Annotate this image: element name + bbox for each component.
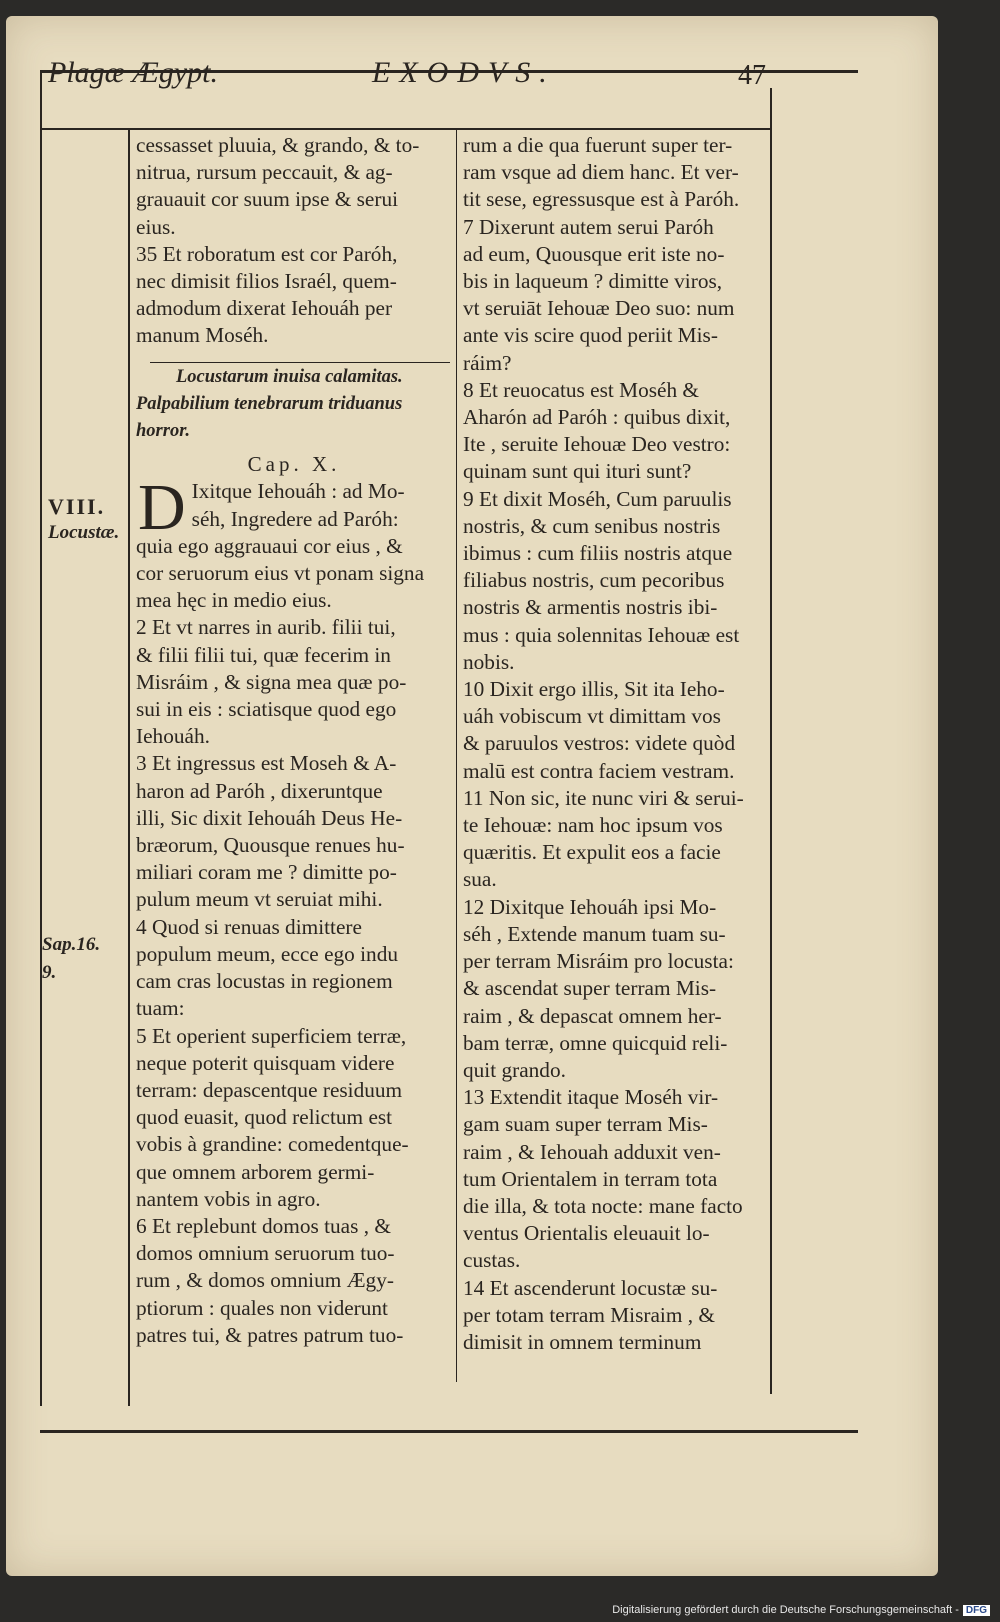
text-line: Ixitque Iehouáh : ad Mo-	[191, 479, 405, 504]
page-number: 47	[738, 60, 766, 91]
text-line: bam terræ, omne quicquid reli-	[463, 1030, 728, 1055]
text-line: quia ego aggrauaui cor eius , &	[136, 533, 403, 558]
chapter-summary: Locustarum inuisa calamitas.	[176, 366, 403, 387]
text-line: 6 Et replebunt domos tuas , &	[136, 1213, 391, 1238]
text-line: grauauit cor suum ipse & serui	[136, 187, 399, 212]
text-line: sua.	[463, 867, 497, 892]
text-line: 10 Dixit ergo illis, Sit ita Ieho-	[463, 677, 725, 702]
text-line: rum a die qua fuerunt super ter-	[463, 133, 733, 157]
marginal-reference: Sap.16.	[42, 934, 101, 955]
text-line: ibimus : cum filiis nostris atque	[463, 541, 733, 566]
text-line: mus : quia solennitas Iehouæ est	[463, 622, 740, 647]
text-line: cam cras locustas in regionem	[136, 969, 393, 994]
text-line: que omnem arborem germi-	[136, 1159, 375, 1184]
text-line: 13 Extendit itaque Moséh vir-	[463, 1085, 719, 1110]
chapter-heading: Cap. X.	[247, 452, 341, 477]
text-line: 9 Et dixit Moséh, Cum paruulis	[463, 486, 732, 511]
text-line: te Iehouæ: nam hoc ipsum vos	[463, 813, 723, 838]
text-line: & filii filii tui, quæ fecerim in	[136, 642, 391, 667]
text-line: 14 Et ascenderunt locustæ su-	[463, 1275, 718, 1300]
marginal-reference-verse: 9.	[42, 962, 57, 983]
text-line: malū est contra faciem vestram.	[463, 758, 735, 783]
text-line: vobis à grandine: comedentque-	[136, 1132, 409, 1157]
chapter-summary: horror.	[136, 421, 190, 442]
text-line: ventus Orientalis eleuauit lo-	[463, 1221, 710, 1246]
text-line: 7 Dixerunt autem serui Paróh	[463, 214, 714, 239]
text-line: uáh vobiscum vt dimittam vos	[463, 704, 721, 729]
digitization-credit	[612, 1604, 990, 1616]
credit-text: Digitalisierung gefördert durch die Deutsche Forschungsgemeinschaft -	[612, 1604, 959, 1616]
text-line: neque poterit quisquam videre	[136, 1050, 395, 1075]
text-line: vt seruiāt Iehouæ Deo suo: num	[463, 296, 735, 321]
text-line: Ite , seruite Iehouæ Deo vestro:	[463, 432, 731, 457]
text-line: séh, Ingredere ad Paróh:	[191, 506, 399, 531]
text-line: Iehouáh.	[136, 724, 210, 749]
text-line: 5 Et operient superficiem terræ,	[136, 1023, 407, 1048]
header-rule	[40, 128, 772, 130]
text-line: 4 Quod si renuas dimittere	[136, 914, 362, 939]
text-line: quinam sunt qui ituri sunt?	[463, 459, 692, 484]
chapter-summary: Palpabilium tenebrarum triduanus	[136, 393, 403, 414]
text-line: eius.	[136, 214, 176, 239]
text-line: cor seruorum eius vt ponam signa	[136, 561, 425, 586]
text-line: ante vis scire quod periit Mis-	[463, 323, 718, 348]
text-line: quod euasit, quod relictum est	[136, 1105, 393, 1130]
text-line: ad eum, Quousque erit iste no-	[463, 241, 725, 266]
text-line: quæritis. Et expulit eos a facie	[463, 840, 721, 865]
text-line: admodum dixerat Iehouáh per	[136, 296, 393, 321]
dfg-logo: DFG	[963, 1605, 990, 1616]
text-line: cessasset pluuia, & grando, & to-	[136, 133, 420, 157]
chapter-opening	[136, 471, 452, 545]
margin-column-rule	[128, 130, 130, 1406]
column-divider-rule	[456, 130, 457, 1382]
text-line: ráim?	[463, 350, 512, 375]
text-line: custas.	[463, 1248, 521, 1273]
text-line: gam suam super terram Mis-	[463, 1112, 708, 1137]
bottom-rule	[40, 1430, 858, 1433]
text-line: nostris, & cum senibus nostris	[463, 513, 721, 538]
text-line: ram vsque ad diem hanc. Et ver-	[463, 160, 739, 185]
text-line: ptiorum : quales non viderunt	[136, 1295, 388, 1320]
text-line: Aharón ad Paróh : quibus dixit,	[463, 405, 731, 430]
text-line: & ascendat super terram Mis-	[463, 976, 717, 1001]
text-line: illi, Sic dixit Iehouáh Deus He-	[136, 805, 403, 830]
text-line: raim , & depascat omnem her-	[463, 1003, 722, 1028]
marginal-plague-number: VIII.	[48, 494, 106, 519]
left-frame-rule	[40, 70, 42, 1406]
running-head-title: EXODVS.	[372, 56, 556, 89]
text-line: nantem vobis in agro.	[136, 1186, 321, 1211]
right-column	[463, 132, 769, 1356]
text-line: 12 Dixitque Iehouáh ipsi Mo-	[463, 894, 717, 919]
text-line: & paruulos vestros: videte quòd	[463, 731, 736, 756]
text-line: tuam:	[136, 996, 185, 1021]
text-line: die illa, & tota nocte: mane facto	[463, 1193, 743, 1218]
text-line: 2 Et vt narres in aurib. filii tui,	[136, 615, 396, 640]
text-line: nostris & armentis nostris ibi-	[463, 595, 718, 620]
text-line: populum meum, ecce ego indu	[136, 941, 398, 966]
right-column-rule	[770, 88, 772, 1394]
text-line: miliari coram me ? dimitte po-	[136, 860, 397, 885]
running-head-left: Plagæ Ægypt.	[48, 56, 218, 89]
text-line: mea hęc in medio eius.	[136, 588, 332, 613]
text-line: per totam terram Misraim , &	[463, 1302, 715, 1327]
text-line: nobis.	[463, 649, 515, 674]
text-line: 3 Et ingressus est Moseh & A-	[136, 751, 397, 776]
text-line: filiabus nostris, cum pecoribus	[463, 568, 725, 593]
marginal-locustae: Locustæ.	[48, 522, 120, 543]
text-line: 35 Et roboratum est cor Paróh,	[136, 241, 398, 266]
text-line: quit grando.	[463, 1057, 566, 1082]
text-line: dimisit in omnem terminum	[463, 1329, 702, 1354]
text-line: haron ad Paróh , dixeruntque	[136, 778, 383, 803]
text-line: tit sese, egressusque est à Paróh.	[463, 187, 740, 212]
text-line: 8 Et reuocatus est Moséh &	[463, 377, 699, 402]
text-line: séh , Extende manum tuam su-	[463, 921, 726, 946]
text-line: nitrua, rursum peccauit, & ag-	[136, 160, 393, 185]
drop-cap: D	[138, 471, 186, 545]
text-line: bræorum, Quousque renues hu-	[136, 833, 405, 858]
text-line: 11 Non sic, ite nunc viri & serui-	[463, 785, 744, 810]
text-line: Misráim , & signa mea quæ po-	[136, 669, 407, 694]
text-line: nec dimisit filios Israél, quem-	[136, 269, 397, 294]
text-line: domos omnium seruorum tuo-	[136, 1241, 395, 1266]
text-line: manum Moséh.	[136, 323, 269, 348]
text-line: terram: depascentque residuum	[136, 1077, 403, 1102]
text-line: rum , & domos omnium Ægy-	[136, 1268, 394, 1293]
text-line: pulum meum vt seruiat mihi.	[136, 887, 383, 912]
text-line: per terram Misráim pro locusta:	[463, 949, 734, 974]
spacer	[136, 350, 452, 364]
left-column	[136, 132, 452, 1349]
text-line: raim , & Iehouah adduxit ven-	[463, 1139, 721, 1164]
text-line: tum Orientalem in terram tota	[463, 1166, 718, 1191]
text-line: sui in eis : sciatisque quod ego	[136, 697, 397, 722]
text-line: patres tui, & patres patrum tuo-	[136, 1322, 404, 1347]
text-line: bis in laqueum ? dimitte viros,	[463, 269, 723, 294]
